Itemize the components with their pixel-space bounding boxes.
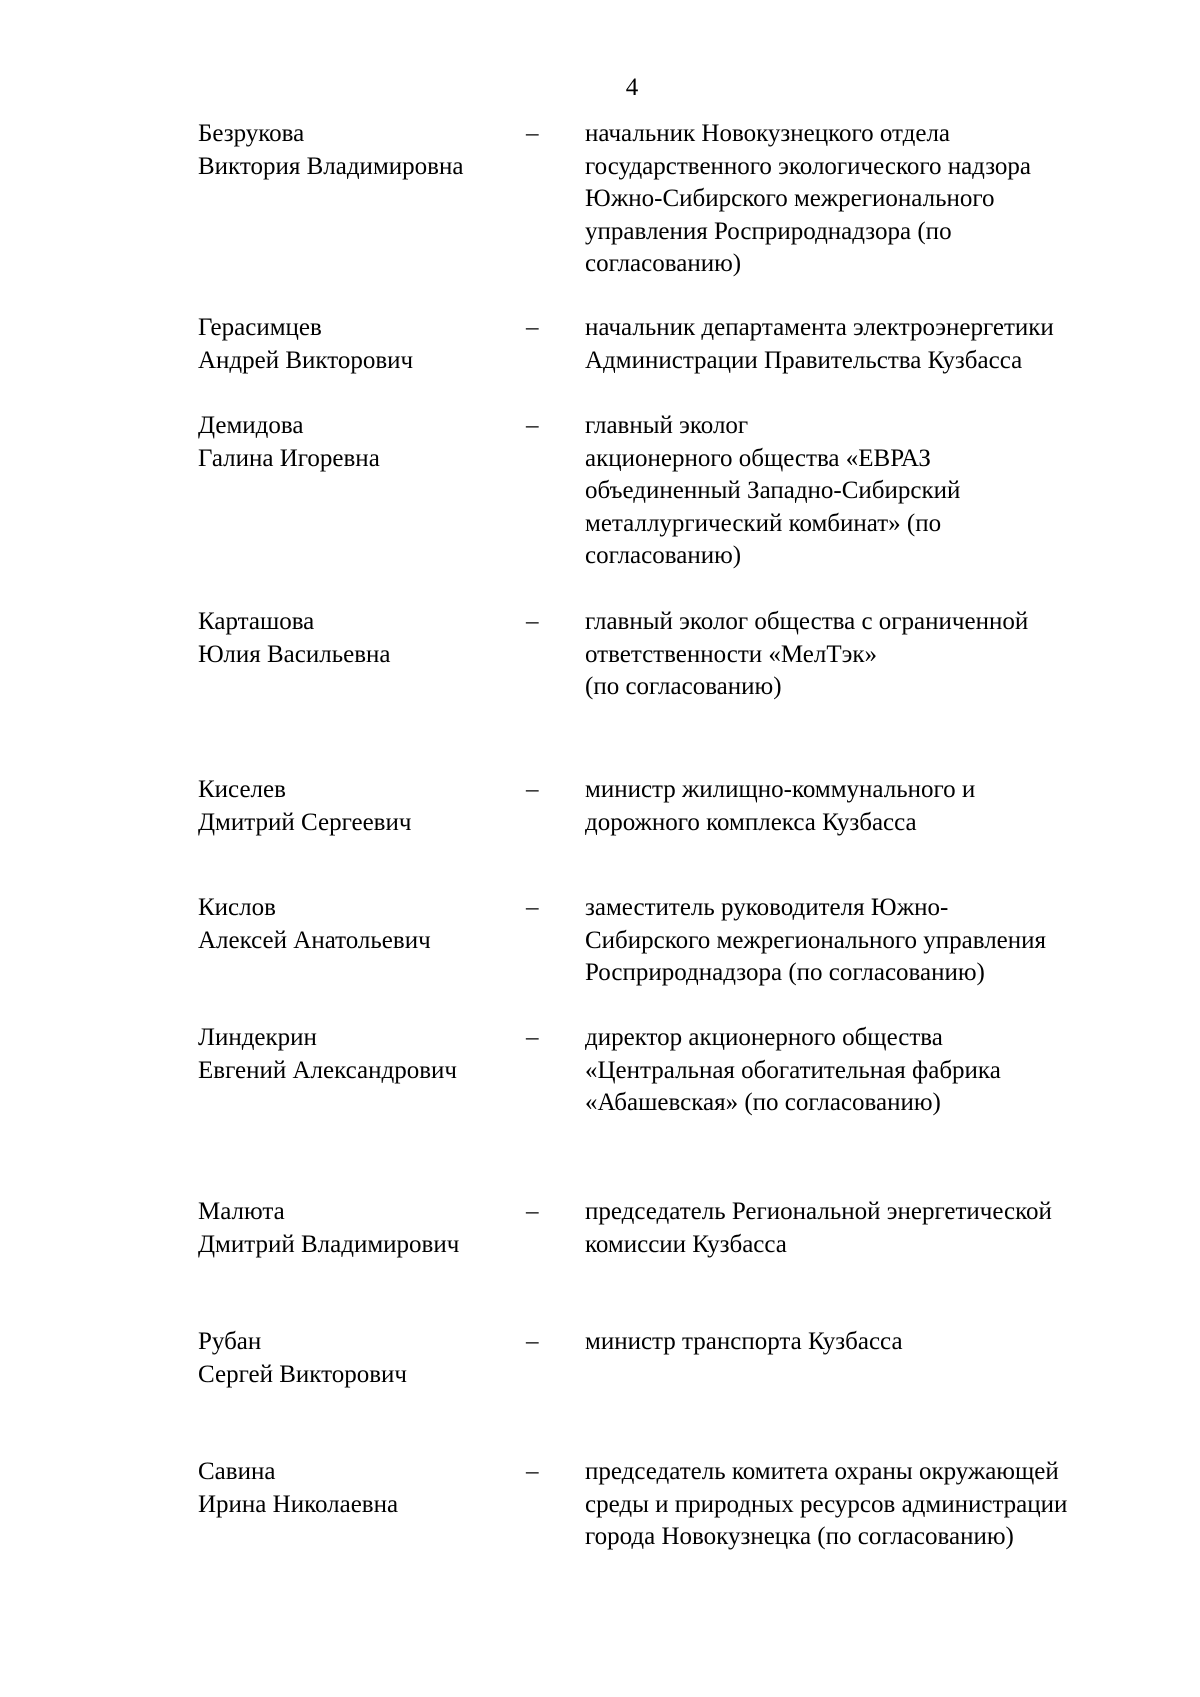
member-name xyxy=(198,118,518,183)
member-name xyxy=(198,606,518,671)
role-line: главный эколог xyxy=(585,412,749,439)
separator-dash: – xyxy=(526,120,539,147)
member-given-names: Андрей Викторович xyxy=(198,346,414,374)
member-surname: Линдекрин xyxy=(198,1024,317,1051)
role-line: министр транспорта Кузбасса xyxy=(585,1328,903,1355)
separator-dash: – xyxy=(526,1198,539,1225)
member-role xyxy=(585,774,1145,839)
member-role xyxy=(585,410,1145,573)
role-line: объединенный Западно-Сибирский xyxy=(585,477,961,504)
member-given-names: Ирина Николаевна xyxy=(198,1490,399,1518)
role-line: дорожного комплекса Кузбасса xyxy=(585,808,917,836)
role-line: министр жилищно-коммунального и xyxy=(585,776,976,803)
role-line: председатель комитета охраны окружающей xyxy=(585,1458,1059,1485)
role-line: среды и природных ресурсов администрации xyxy=(585,1490,1068,1518)
role-line: управления Росприроднадзора (по xyxy=(585,217,952,245)
member-surname: Савина xyxy=(198,1458,276,1485)
member-role xyxy=(585,1022,1145,1120)
member-surname: Киселев xyxy=(198,776,286,803)
role-line: ответственности «МелТэк» xyxy=(585,640,878,668)
member-given-names: Алексей Анатольевич xyxy=(198,926,431,954)
member-surname: Безрукова xyxy=(198,120,305,147)
role-line: директор акционерного общества xyxy=(585,1024,943,1051)
separator-dash: – xyxy=(526,608,539,635)
separator-dash: – xyxy=(526,314,539,341)
member-name xyxy=(198,312,518,377)
member-role xyxy=(585,606,1145,704)
member-given-names: Виктория Владимировна xyxy=(198,152,464,180)
role-line: акционерного общества «ЕВРАЗ xyxy=(585,444,931,472)
separator-dash: – xyxy=(526,1328,539,1355)
member-name xyxy=(198,1326,518,1391)
role-line: (по согласованию) xyxy=(585,673,782,700)
role-line: Сибирского межрегионального управления xyxy=(585,926,1047,954)
member-name xyxy=(198,1456,518,1521)
separator-dash: – xyxy=(526,894,539,921)
role-line: согласованию) xyxy=(585,250,742,277)
separator-dash: – xyxy=(526,1024,539,1051)
member-surname: Герасимцев xyxy=(198,314,322,341)
member-name xyxy=(198,1196,518,1261)
member-given-names: Галина Игоревна xyxy=(198,444,380,472)
role-line: Южно-Сибирского межрегионального xyxy=(585,185,995,212)
role-line: главный эколог общества с ограниченной xyxy=(585,608,1029,635)
member-role xyxy=(585,1456,1145,1554)
separator-dash: – xyxy=(526,776,539,803)
role-line: города Новокузнецка (по согласованию) xyxy=(585,1523,1014,1550)
role-line: председатель Региональной энергетической xyxy=(585,1198,1052,1225)
member-name xyxy=(198,774,518,839)
member-given-names: Дмитрий Владимирович xyxy=(198,1230,460,1258)
member-surname: Малюта xyxy=(198,1198,285,1225)
member-given-names: Евгений Александрович xyxy=(198,1056,457,1084)
role-line: начальник Новокузнецкого отдела xyxy=(585,120,951,147)
role-line: «Центральная обогатительная фабрика xyxy=(585,1056,1001,1084)
role-line: государственного экологического надзора xyxy=(585,152,1032,180)
role-line: металлургический комбинат» (по xyxy=(585,509,942,537)
role-line: согласованию) xyxy=(585,542,742,569)
page-number: 4 xyxy=(625,74,639,101)
member-name xyxy=(198,410,518,475)
separator-dash: – xyxy=(526,1458,539,1485)
member-role xyxy=(585,892,1145,990)
member-role xyxy=(585,1326,1145,1359)
member-name xyxy=(198,892,518,957)
member-surname: Карташова xyxy=(198,608,315,635)
member-name xyxy=(198,1022,518,1087)
role-line: заместитель руководителя Южно- xyxy=(585,894,949,921)
role-line: Администрации Правительства Кузбасса xyxy=(585,346,1023,374)
member-surname: Рубан xyxy=(198,1328,262,1355)
role-line: начальник департамента электроэнергетики xyxy=(585,314,1054,341)
member-role xyxy=(585,1196,1145,1261)
member-given-names: Дмитрий Сергеевич xyxy=(198,808,412,836)
member-given-names: Юлия Васильевна xyxy=(198,640,391,668)
separator-dash: – xyxy=(526,412,539,439)
role-line: «Абашевская» (по согласованию) xyxy=(585,1089,941,1116)
member-surname: Кислов xyxy=(198,894,276,921)
role-line: комиссии Кузбасса xyxy=(585,1230,787,1258)
member-role xyxy=(585,118,1145,281)
member-role xyxy=(585,312,1145,377)
role-line: Росприроднадзора (по согласованию) xyxy=(585,959,985,986)
member-surname: Демидова xyxy=(198,412,304,439)
member-given-names: Сергей Викторович xyxy=(198,1360,407,1388)
